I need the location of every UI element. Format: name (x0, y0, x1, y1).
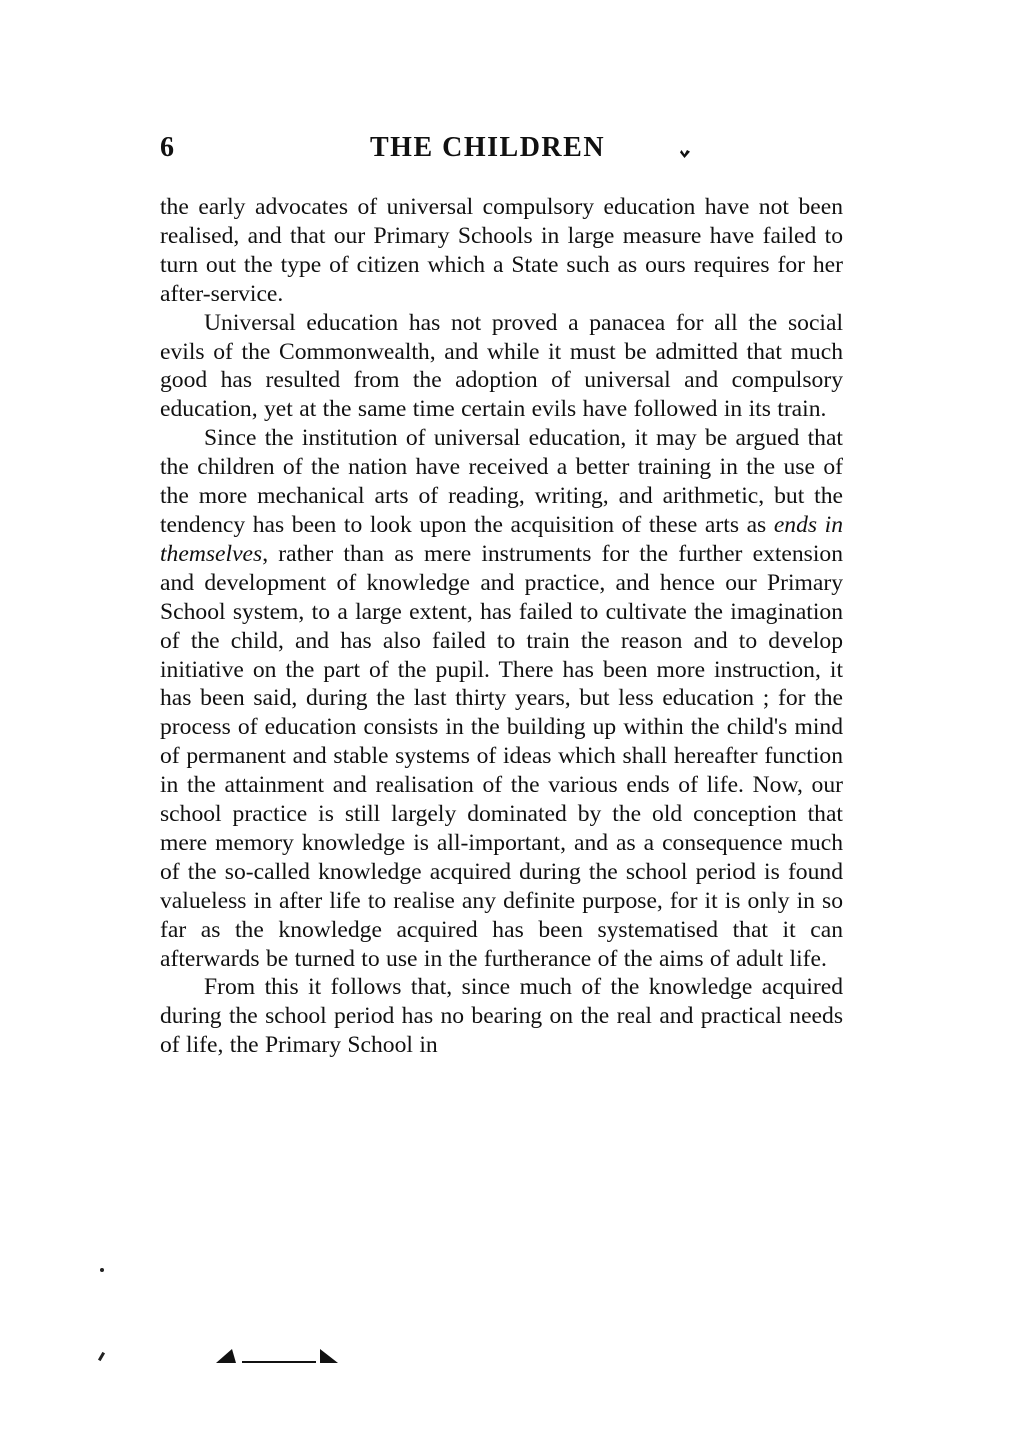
paragraph (160, 424, 843, 973)
page-number: 6 (160, 132, 175, 163)
paragraph-text: Since the institution of universal education, it may be argued that the children of the nation have received a better training in the use of the more mechanical arts of reading, writing, and arithmetic, but the tendency has been to look upon the acquisition of these arts as (160, 425, 843, 538)
footer-ornament-icon (216, 1346, 338, 1364)
printer-mark-icon (680, 150, 690, 158)
paragraph-text: Universal education has not proved a panacea for all the social evils of the Commonwealth, and while it must be admitted that much good has resulted from the adoption of universal and compulsory education, yet at the same time certain evils have followed in its train. (160, 309, 843, 423)
paragraph-text: , rather than as mere instruments for the further extension and development of knowledge and practice, and hence our Primary School system, to a large extent, has failed to cultivate the imagination of the child, and has also failed to train the reason and to develop initiative on the part of the pupil. There has been more instruction, it has been said, during the last thirty years, but less education ; for the process of education consists in the building up within the child's mind of permanent and stable systems of ideas which shall hereafter function in the attainment and realisation of the various ends of life. Now, our school practice is still largely dominated by the old conception that mere memory knowledge is all-important, and as a consequence much of the so-called knowledge acquired during the school period is found valueless in after life to realise any definite purpose, for it is only in so far as the knowledge acquired has been systematised that it can afterwards be turned to use in the furtherance of the aims of adult life. (160, 540, 843, 972)
paragraph (160, 193, 843, 309)
paragraph (160, 309, 843, 425)
stray-mark (100, 1268, 104, 1272)
paragraph-text: From this it follows that, since much of the knowledge acquired during the school period has no bearing on the real and practical needs of life, the Primary School in (160, 974, 843, 1059)
paragraph-text: the early advocates of universal compulsory education have not been realised, and that our Primary Schools in large measure have failed to turn out the type of citizen which a State such as ours requires for her after-service. (160, 194, 843, 307)
running-title: THE CHILDREN (370, 132, 606, 163)
paragraph (160, 973, 843, 1060)
stray-mark (98, 1352, 105, 1361)
italic-phrase: ends in themselves (160, 511, 844, 567)
body-text (160, 193, 843, 1060)
